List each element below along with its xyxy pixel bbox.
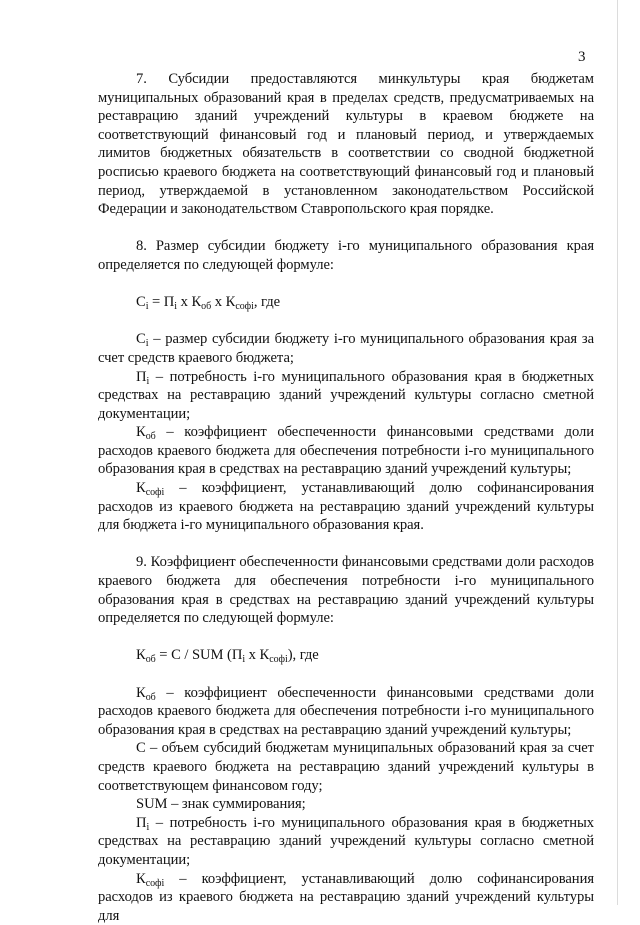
- formula-coefficient: [98, 646, 594, 665]
- formula-subscript: i: [242, 654, 246, 666]
- formula-term: = П: [148, 294, 175, 311]
- formula-subscript: софi: [235, 301, 254, 313]
- definition-ci: $С_i$ – размер субсидии бюджету i-го муниципального образования края за счет средств краевого бюджета;: [98, 331, 594, 366]
- definition-pi-2: $П_i$ – потребность i-го муниципального образования края в бюджетных средствах на реставрацию зданий учреждений культуры согласно сметной документации;: [98, 814, 594, 868]
- formula-subscript: об: [201, 301, 212, 313]
- formula-term: x К: [177, 294, 202, 311]
- definition-kob-2: $К_{об}$ – коэффициент обеспеченности финансовыми средствами доли расходов краевого бюджета для обеспечения потребности i-го муниципального образования края в средствах на реставрацию зданий учреждений культуры;: [98, 684, 594, 738]
- definition-c: С – объем субсидий бюджетам муниципальных образований края за счет средств краевого бюджета на реставрацию зданий учреждений культуры в соответствующем финансовом году;: [98, 740, 594, 794]
- formula-subscript: i: [145, 301, 149, 313]
- definition-kob: $К_{об}$ – коэффициент обеспеченности финансовыми средствами доли расходов краевого бюджета для обеспечения потребности i-го муниципального образования края в средствах на реставрацию зданий учреждений культуры;: [98, 424, 594, 478]
- formula-term: С: [136, 294, 146, 311]
- formula-subscript: i: [174, 301, 178, 313]
- page-number: 3: [578, 49, 586, 65]
- definition-ksofi: $К_{софi}$ – коэффициент, устанавливающий долю софинансирования расходов из краевого бюджета на реставрацию зданий учреждений культуры для бюджета i-го муниципального образования края.: [98, 480, 594, 534]
- formula-term: ), где: [287, 647, 319, 664]
- formula-subscript: софi: [269, 654, 288, 666]
- paragraph-7: 7. Субсидии предоставляются минкультуры края бюджетам муниципальных образований края в пределах средств, предусматриваемых на реставрацию зданий учреждений культуры в краевом бюджете на соответствующий финансовый год и плановый период, и утверждаемых лимитов бюджетных обязательств в соответствии со сводной бюджетной росписью краевого бюджета на соответствующий финансовый год и плановый период, утверждаемой в установленном законодательством Российской Федерации и законодательством Ставропольского края порядке.: [98, 71, 594, 218]
- paragraph-8: 8. Размер субсидии бюджету i-го муниципального образования края определяется по следующей формуле:: [98, 238, 594, 273]
- formula-subsidy: [98, 293, 594, 312]
- definition-pi: $П_i$ – потребность i-го муниципального образования края в бюджетных средствах на реставрацию зданий учреждений культуры согласно сметной документации;: [98, 368, 594, 422]
- document-body: [98, 70, 594, 925]
- formula-term: = С / SUM (П: [155, 647, 243, 664]
- formula-subscript: об: [145, 654, 156, 666]
- formula-term: К: [136, 647, 146, 664]
- formula-term: x К: [211, 294, 236, 311]
- definition-ksofi-2: $К_{софi}$ – коэффициент, устанавливающий долю софинансирования расходов из краевого бюджета на реставрацию зданий учреждений культуры для: [98, 870, 594, 924]
- scan-edge-line: [617, 0, 618, 905]
- definition-sum: SUM – знак суммирования;: [136, 796, 306, 813]
- formula-term: x К: [245, 647, 270, 664]
- formula-term: , где: [253, 294, 281, 311]
- paragraph-9: 9. Коэффициент обеспеченности финансовыми средствами доли расходов краевого бюджета для обеспечения потребности i-го муниципального образования края в средствах на реставрацию зданий учреждений культуры определяется по следующей формуле:: [98, 554, 594, 627]
